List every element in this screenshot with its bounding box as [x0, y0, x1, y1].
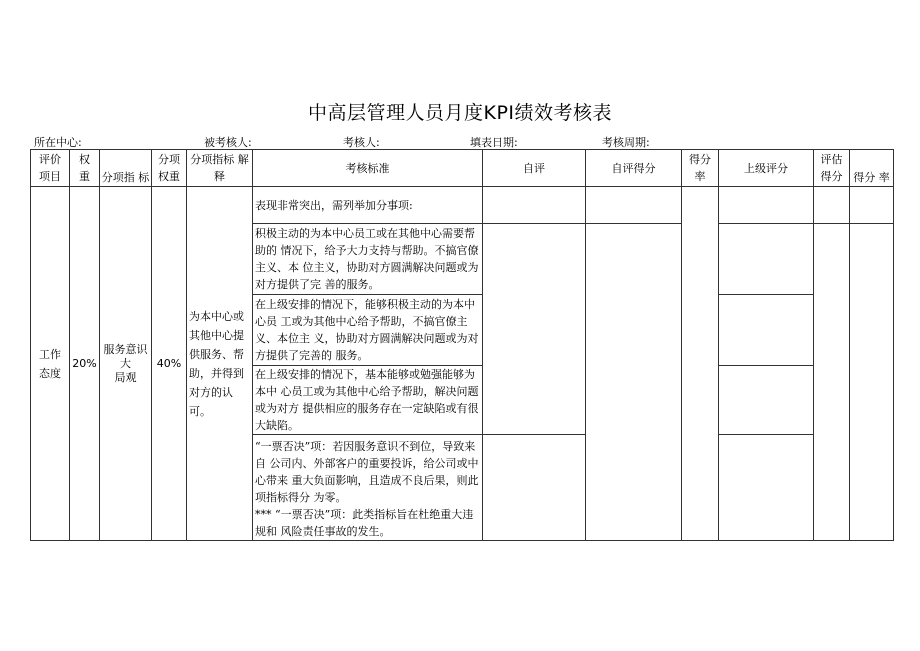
- header-explanation: 分项指标 解 释: [187, 150, 253, 187]
- header-eval-score: 评估 得分: [814, 150, 850, 187]
- superior-eval-cell[interactable]: [719, 295, 814, 366]
- header-self-score: 自评得分: [586, 150, 682, 187]
- criteria-cell: “一票否决”项：若因服务意识不到位，导致来自 公司内、外部客户的重要投诉，给公司或中心带来 重大负面影响，且造成不良后果，则此项指标得分 为零。 *** “一票否决”项：此类指标旨在杜绝重大违规和 风险责任事故的发生。: [253, 435, 483, 541]
- superior-eval-cell[interactable]: [719, 366, 814, 435]
- assessor-field-label: 考核人:: [343, 136, 380, 149]
- eval-score-cell[interactable]: [814, 187, 850, 224]
- criteria-cell: 表现非常突出，需列举加分事项:: [253, 187, 483, 224]
- header-criteria: 考核标准: [253, 150, 483, 187]
- score-rate-cell[interactable]: [682, 187, 719, 541]
- fill-date-field-label: 填表日期:: [470, 136, 518, 149]
- item-cell: 工作 态度: [31, 187, 70, 541]
- period-field-label: 考核周期:: [602, 136, 650, 149]
- header-item: 评价 项目: [31, 150, 70, 187]
- page-title: 中高层管理人员月度KPI绩效考核表: [307, 102, 613, 124]
- final-rate-cell[interactable]: [850, 224, 894, 541]
- header-self-eval: 自评: [483, 150, 586, 187]
- self-eval-cell[interactable]: [483, 187, 586, 224]
- header-sub-index: 分项指 标: [100, 150, 152, 187]
- header-weight: 权 重: [70, 150, 100, 187]
- sub-weight-cell: 40%: [152, 187, 187, 541]
- header-score-rate: 得分 率: [682, 150, 719, 187]
- sub-index-cell: 服务意识 大 局观: [100, 187, 152, 541]
- superior-eval-cell[interactable]: [719, 187, 814, 224]
- header-row: [31, 150, 894, 187]
- self-score-cell[interactable]: [586, 224, 682, 541]
- criteria-cell: 积极主动的为本中心员工或在其他中心需要帮助的 情况下，给予大力支持与帮助。不搞官僚主义、本 位主义，协助对方圆满解决问题或为对方提供了完 善的服务。: [253, 224, 483, 295]
- weight-cell: 20%: [70, 187, 100, 541]
- assessee-field-label: 被考核人:: [204, 136, 252, 149]
- kpi-table: [30, 149, 894, 541]
- superior-eval-cell[interactable]: [719, 224, 814, 295]
- self-score-cell[interactable]: [586, 187, 682, 224]
- eval-score-cell[interactable]: [814, 224, 850, 541]
- header-final-rate: 得分 率: [850, 150, 894, 187]
- self-eval-cell[interactable]: [483, 224, 586, 435]
- self-eval-cell[interactable]: [483, 435, 586, 541]
- explanation-cell: 为本中心或 其他中心提 供服务、帮 助，并得到 对方的认可。: [187, 187, 253, 541]
- final-rate-cell[interactable]: [850, 187, 894, 224]
- center-field-label: 所在中心:: [34, 136, 82, 149]
- header-superior-eval: 上级评分: [719, 150, 814, 187]
- criteria-cell: 在上级安排的情况下，基本能够或勉强能够为本中 心员工或为其他中心给予帮助，解决问题或为对方 提供相应的服务存在一定缺陷或有很大缺陷。: [253, 366, 483, 435]
- header-sub-weight: 分项 权重: [152, 150, 187, 187]
- table-row: [31, 187, 894, 224]
- superior-eval-cell[interactable]: [719, 435, 814, 541]
- criteria-cell: 在上级安排的情况下，能够积极主动的为本中心员 工或为其他中心给予帮助，不搞官僚主义、本位主 义，协助对方圆满解决问题或为对方提供了完善的 服务。: [253, 295, 483, 366]
